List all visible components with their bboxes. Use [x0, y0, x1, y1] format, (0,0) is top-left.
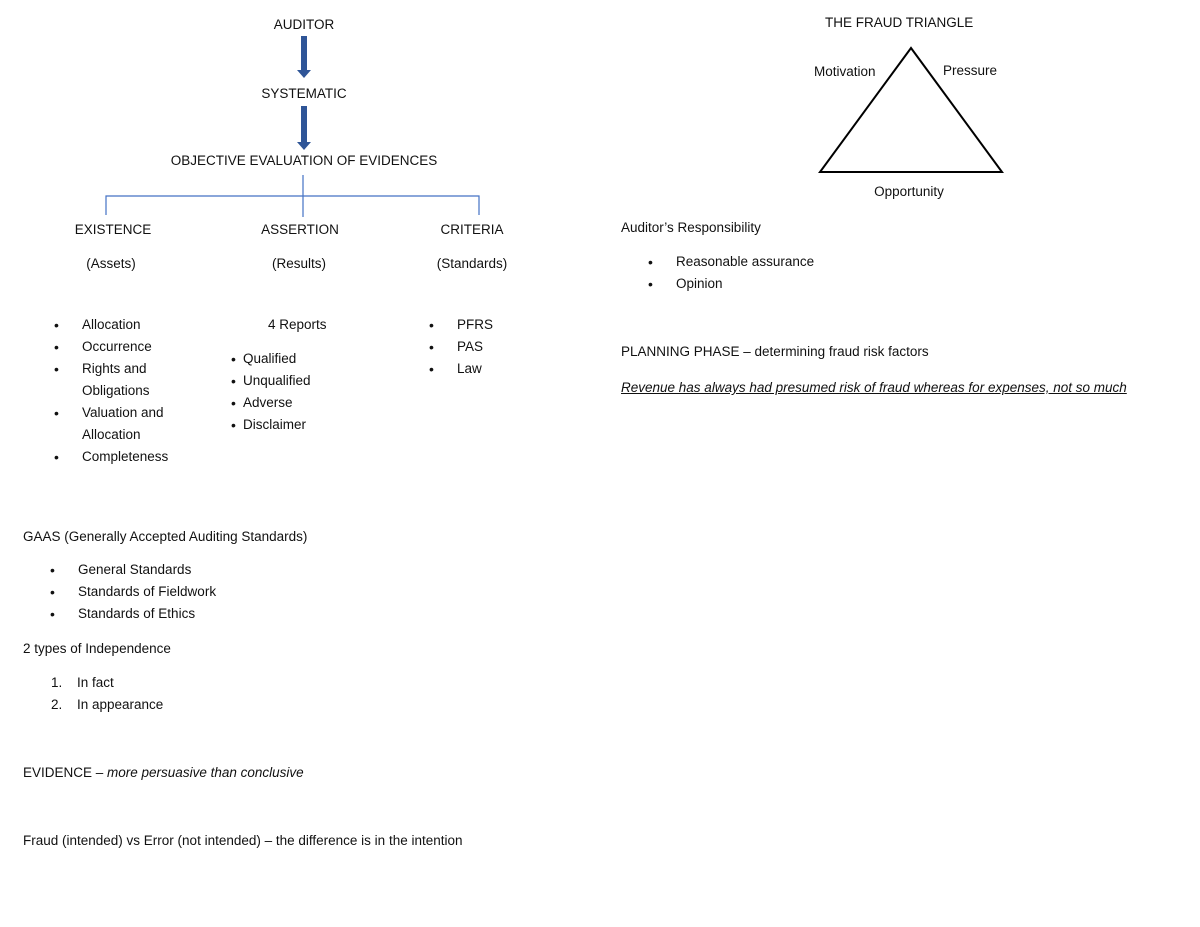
list-item: • General Standards [78, 559, 216, 581]
list-item: • Law [457, 358, 493, 380]
existence-subheading: (Assets) [86, 256, 136, 271]
list-item: • PFRS [457, 314, 493, 336]
list-item: • Disclaimer [243, 414, 311, 436]
list-item: • Qualified [243, 348, 311, 370]
fraud-vs-error-line: Fraud (intended) vs Error (not intended) – the difference is in the intention [23, 833, 463, 848]
list-item: • Reasonable assurance [676, 251, 814, 273]
list-item: • Standards of Fieldwork [78, 581, 216, 603]
triangle-opportunity-label: Opportunity [874, 184, 944, 199]
assertion-heading: ASSERTION [261, 222, 339, 237]
list-item: • Opinion [676, 273, 814, 295]
responsibility-title: Auditor’s Responsibility [621, 220, 761, 235]
reports-title: 4 Reports [268, 317, 327, 332]
list-item: 2. In appearance [51, 697, 164, 712]
planning-note: Revenue has always had presumed risk of fraud whereas for expenses, not so much [621, 380, 1127, 395]
fraud-triangle-title: THE FRAUD TRIANGLE [825, 15, 974, 30]
list-item: • Adverse [243, 392, 311, 414]
objective-evaluation-label: OBJECTIVE EVALUATION OF EVIDENCES [170, 153, 438, 168]
criteria-subheading: (Standards) [436, 256, 508, 271]
existence-heading: EXISTENCE [74, 222, 152, 237]
triangle-pressure-label: Pressure [943, 63, 998, 78]
reports-list [243, 348, 311, 436]
auditor-label: AUDITOR [273, 17, 335, 32]
evidence-line: EVIDENCE – more persuasive than conclusive [23, 765, 304, 780]
existence-list [82, 314, 192, 468]
list-item: • Unqualified [243, 370, 311, 392]
responsibility-list [676, 251, 814, 295]
independence-list [51, 672, 164, 716]
list-item: • Occurrence [82, 336, 192, 358]
down-arrow-icon [301, 106, 307, 143]
branch-connector [100, 170, 490, 220]
list-item: 1. In fact [51, 675, 114, 690]
triangle-motivation-label: Motivation [814, 64, 876, 79]
list-item: • Completeness [82, 446, 192, 468]
assertion-subheading: (Results) [271, 256, 327, 271]
fraud-triangle-icon [810, 40, 1010, 180]
list-item: • Rights and Obligations [82, 358, 192, 402]
planning-phase-title: PLANNING PHASE – determining fraud risk factors [621, 344, 929, 359]
independence-title: 2 types of Independence [23, 641, 171, 656]
criteria-heading: CRITERIA [440, 222, 504, 237]
list-item: • Valuation and Allocation [82, 402, 192, 446]
gaas-title: GAAS (Generally Accepted Auditing Standards) [23, 529, 308, 544]
down-arrow-icon [301, 36, 307, 71]
list-item: • Allocation [82, 314, 192, 336]
gaas-list [78, 559, 216, 625]
list-item: • Standards of Ethics [78, 603, 216, 625]
systematic-label: SYSTEMATIC [261, 86, 347, 101]
evidence-emphasis: more persuasive than conclusive [107, 765, 304, 780]
criteria-list [457, 314, 493, 380]
list-item: • PAS [457, 336, 493, 358]
